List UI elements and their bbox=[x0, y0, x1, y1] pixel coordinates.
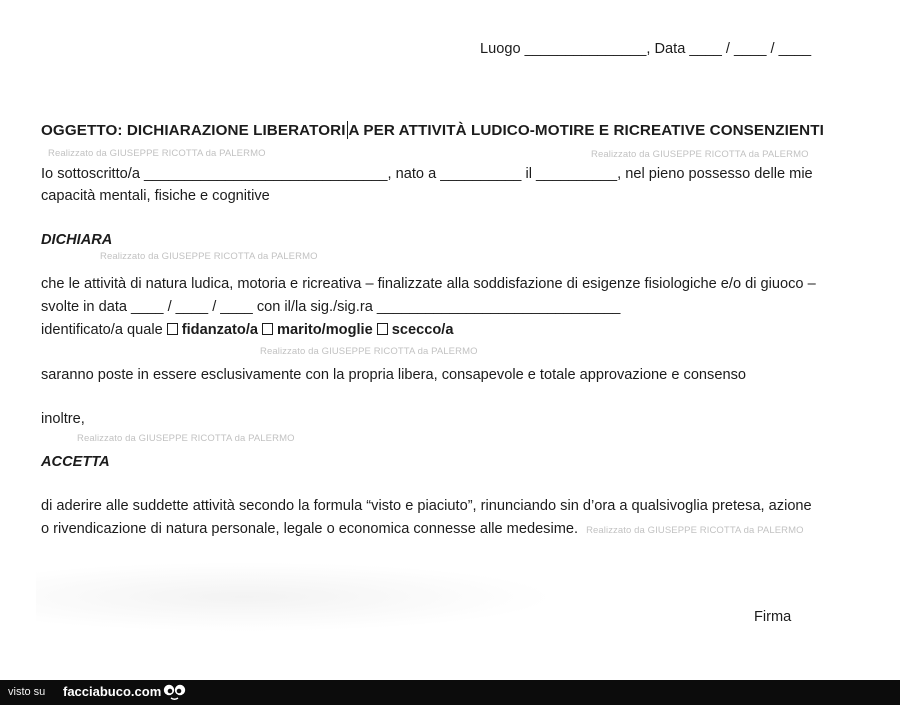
accetta-line-2-text: o rivendicazione di natura personale, legale o economica connesse alle medesime. bbox=[41, 521, 579, 537]
option-fidanzato: fidanzato/a bbox=[181, 322, 258, 338]
title-part-2: A PER ATTIVITÀ LUDICO-MOTIRE E RICREATIVE CONSENZIENTI bbox=[348, 122, 824, 139]
checkbox-fidanzato[interactable] bbox=[167, 323, 178, 335]
scan-smudge bbox=[36, 562, 556, 632]
title-part-1: OGGETTO: DICHIARAZIONE LIBERATORI bbox=[41, 122, 346, 139]
option-marito-moglie: marito/moglie bbox=[277, 322, 373, 338]
accetta-line-2 bbox=[41, 521, 804, 537]
dichiara-line-1: che le attività di natura ludica, motoria e ricreativa – finalizzate alla soddisfazione di esigenze fisiologiche e/o di giuoco – bbox=[41, 276, 816, 292]
option-scecco: scecco/a bbox=[391, 322, 454, 338]
text-cursor bbox=[347, 121, 348, 139]
watermark: Realizzato da GIUSEPPE RICOTTA da PALERMO bbox=[586, 525, 804, 536]
intro-line-2: capacità mentali, fisiche e cognitive bbox=[41, 188, 270, 204]
watermark: Realizzato da GIUSEPPE RICOTTA da PALERMO bbox=[591, 149, 809, 160]
eyes-logo-icon bbox=[163, 683, 187, 706]
checkbox-scecco[interactable] bbox=[377, 323, 388, 335]
watermark: Realizzato da GIUSEPPE RICOTTA da PALERMO bbox=[48, 148, 266, 159]
checkbox-marito-moglie[interactable] bbox=[262, 323, 273, 335]
inoltre-line: inoltre, bbox=[41, 411, 85, 427]
place-date-line: Luogo _______________, Data ____ / ____ / ____ bbox=[480, 41, 812, 57]
watermark: Realizzato da GIUSEPPE RICOTTA da PALERMO bbox=[100, 251, 318, 262]
accetta-line-1: di aderire alle suddette attività secondo la formula “visto e piaciuto”, rinunciando sin d’ora a qualsivoglia pretesa, azione bbox=[41, 498, 812, 514]
heading-dichiara: DICHIARA bbox=[41, 232, 113, 248]
watermark: Realizzato da GIUSEPPE RICOTTA da PALERMO bbox=[77, 433, 295, 444]
identificato-label: identificato/a quale bbox=[41, 322, 163, 338]
footer-site-link[interactable]: facciabuco.com bbox=[63, 684, 162, 699]
dichiara-line-2: svolte in data ____ / ____ / ____ con il/la sig./sig.ra ______________________________ bbox=[41, 299, 621, 315]
saranno-line: saranno poste in essere esclusivamente con la propria libera, consapevole e totale approvazione e consenso bbox=[41, 367, 746, 383]
signature-label: Firma bbox=[754, 609, 792, 625]
footer-visto-su: visto su bbox=[8, 686, 46, 698]
heading-accetta: ACCETTA bbox=[41, 454, 110, 470]
document-title bbox=[41, 121, 824, 139]
identificato-line bbox=[41, 322, 453, 338]
intro-line-1: Io sottoscritto/a ______________________________, nato a __________ il __________, nel pieno possesso delle mie bbox=[41, 166, 813, 182]
watermark: Realizzato da GIUSEPPE RICOTTA da PALERMO bbox=[260, 346, 478, 357]
footer-bar bbox=[0, 680, 900, 705]
